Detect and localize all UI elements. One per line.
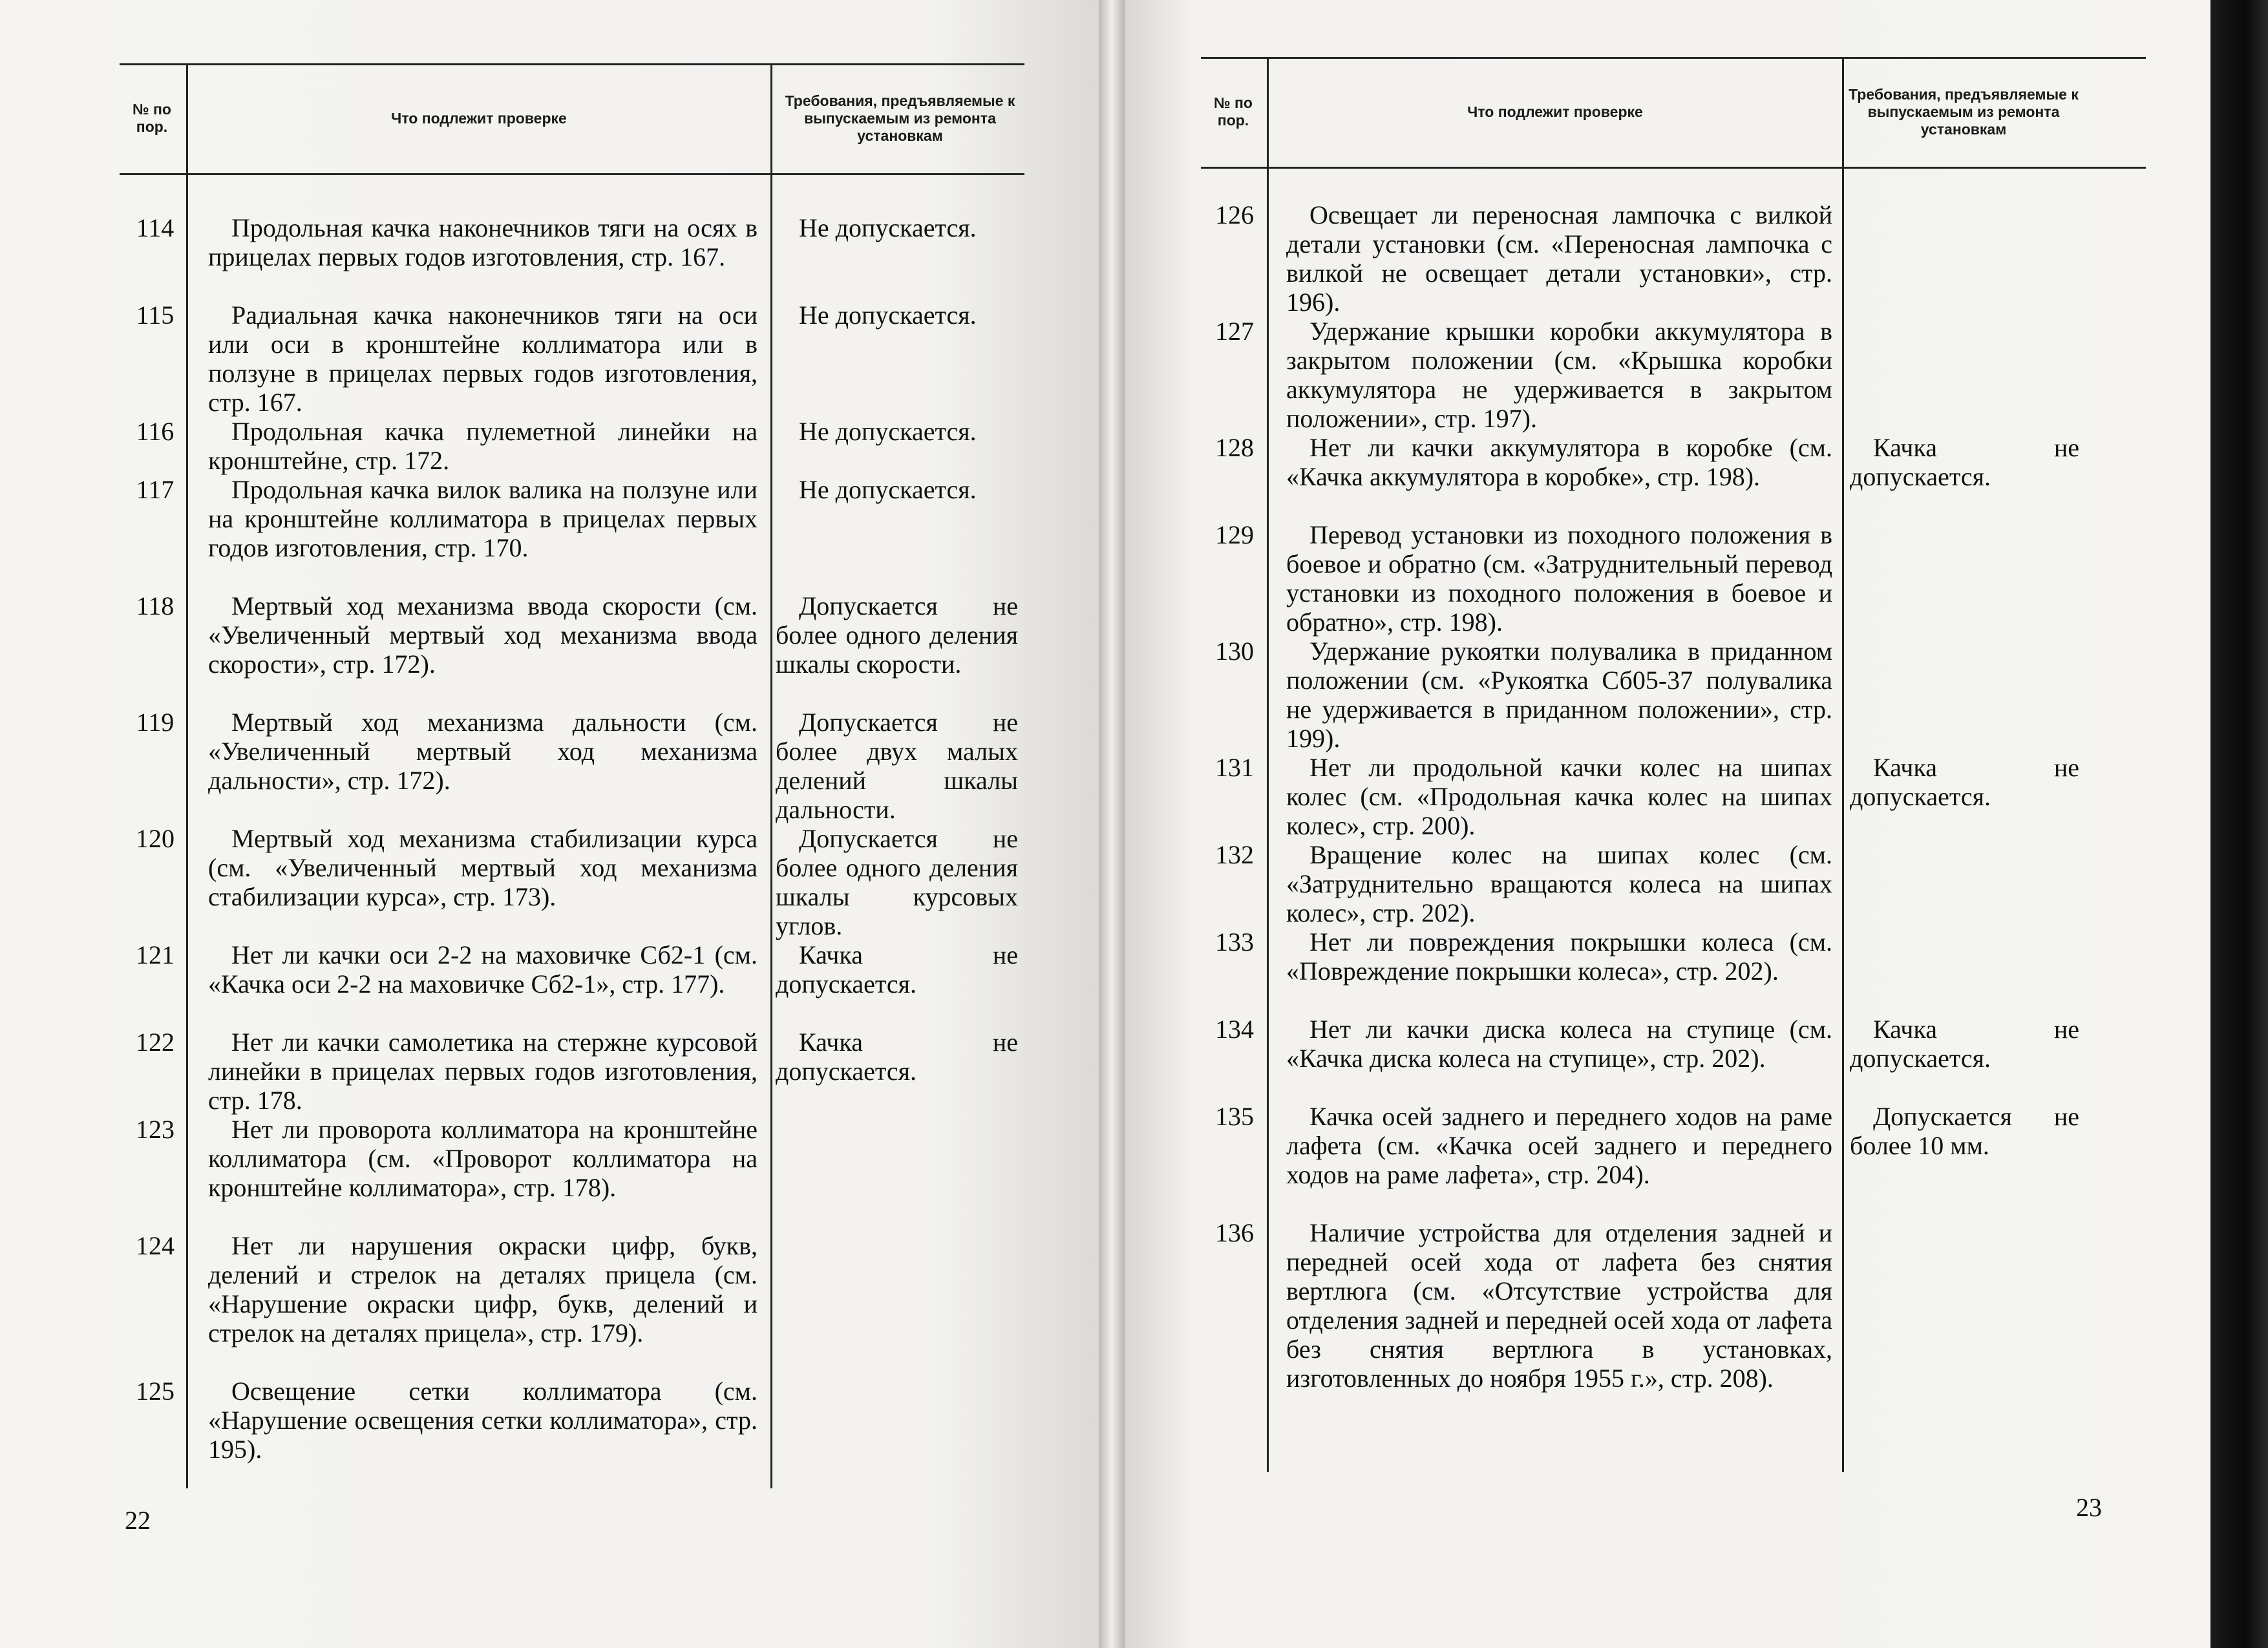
- row-text: Мертвый ход механизма ввода скорости (см. «Увеличенный мертвый ход механизма ввода скорости», стр. 172).: [208, 591, 758, 679]
- row-number: 125: [136, 1377, 175, 1406]
- row-text: Нет ли проворота коллиматора на кронштейне коллиматора (см. «Проворот коллиматора на кронштейне коллиматора», стр. 178).: [208, 1115, 758, 1202]
- header-what-cell: Что подлежит проверке: [391, 109, 567, 127]
- row-number: 122: [136, 1028, 175, 1057]
- row-text: Освещает ли переносная лампочка с вилкой детали установки (см. «Переносная лампочка с вилкой не освещает детали установки», стр. 196).: [1286, 200, 1832, 317]
- row-number: 127: [1215, 317, 1254, 346]
- row-text: Удержание крышки коробки аккумулятора в закрытом положении (см. «Крышка коробки аккумулятора не удерживается в закрытом положении», стр. 197).: [1286, 317, 1832, 433]
- row-text: Продольная качка пулеметной линейки на кронштейне, стр. 172.: [208, 417, 758, 475]
- row-number: 136: [1215, 1218, 1254, 1247]
- row-number: 114: [136, 213, 175, 242]
- header-num-cell: № по пор.: [1214, 94, 1253, 129]
- row-number: 119: [136, 708, 175, 737]
- row-text: Мертвый ход механизма дальности (см. «Увеличенный мертвый ход механизма дальности», стр. 172).: [208, 708, 758, 795]
- row-text: Наличие устройства для отделения задней и передней осей хода от лафета без снятия вертлюга (см. «Отсутствие устройства для отделения задней и передней осей хода от лафета без снятия вертлюга в установках, изготовленных до ноября 1955 г.», стр. 208).: [1286, 1218, 1832, 1393]
- book-gutter: [1099, 0, 1125, 1648]
- row-requirement: Качка не допускается.: [776, 940, 1018, 998]
- row-number: 124: [136, 1231, 175, 1260]
- header-req-cell: Требования, предъявляемые к выпускаемым из ремонта установкам: [785, 92, 1015, 144]
- row-number: 115: [136, 301, 175, 330]
- row-text: Продольная качка вилок валика на ползуне или на кронштейне коллиматора в прицелах первых годов изготовления, стр. 170.: [208, 475, 758, 562]
- column-divider: [1842, 57, 1844, 1472]
- row-text: Перевод установки из походного положения в боевое и обратно (см. «Затруднительный перевод установки из походного положения в боевое и обратно», стр. 198).: [1286, 520, 1832, 637]
- row-number: 132: [1215, 840, 1254, 869]
- column-divider: [186, 63, 188, 1488]
- row-text: Нет ли нарушения окраски цифр, букв, делений и стрелок на деталях прицела (см. «Нарушение окраски цифр, букв, делений и стрелок на деталях прицела», стр. 179).: [208, 1231, 758, 1347]
- row-text: Нет ли повреждения покрышки колеса (см. «Повреждение покрышки колеса», стр. 202).: [1286, 927, 1832, 986]
- row-requirement: Качка не допускается.: [1850, 753, 2079, 811]
- row-requirement: Качка не допускается.: [1850, 433, 2079, 491]
- row-requirement: Не допускается.: [799, 301, 977, 330]
- row-text: Нет ли качки самолетика на стержне курсовой линейки в прицелах первых годов изготовления, стр. 178.: [208, 1028, 758, 1115]
- row-text: Нет ли качки диска колеса на ступице (см. «Качка диска колеса на ступице», стр. 202).: [1286, 1015, 1832, 1073]
- row-text: Освещение сетки коллиматора (см. «Нарушение освещения сетки коллиматора», стр. 195).: [208, 1377, 758, 1464]
- row-number: 129: [1215, 520, 1254, 549]
- row-text: Удержание рукоятки полувалика в приданном положении (см. «Рукоятка Сб05-37 полувалика не удерживается в приданном положении», стр. 199).: [1286, 637, 1832, 753]
- header-top-rule: [1201, 57, 2146, 59]
- row-text: Продольная качка наконечников тяги на осях в прицелах первых годов изготовления, стр. 167.: [208, 213, 758, 271]
- row-requirement: Не допускается.: [799, 213, 977, 242]
- page-number: 23: [2076, 1493, 2102, 1522]
- row-text: Нет ли качки аккумулятора в коробке (см. «Качка аккумулятора в коробке», стр. 198).: [1286, 433, 1832, 491]
- row-number: 123: [136, 1115, 175, 1144]
- row-text: Качка осей заднего и переднего ходов на раме лафета (см. «Качка осей заднего и переднего ходов на раме лафета», стр. 204).: [1286, 1102, 1832, 1189]
- header-num-cell: № по пор.: [132, 101, 171, 135]
- row-number: 121: [136, 940, 175, 969]
- header-what-cell: Что подлежит проверке: [1467, 103, 1643, 120]
- row-number: 128: [1215, 433, 1254, 462]
- row-requirement: Не допускается.: [799, 475, 977, 504]
- row-text: Нет ли продольной качки колес на шипах колес (см. «Продольная качка колес на шипах колес», стр. 200).: [1286, 753, 1832, 840]
- row-number: 135: [1215, 1102, 1254, 1131]
- row-requirement: Качка не допускается.: [776, 1028, 1018, 1086]
- page-number: 22: [125, 1506, 151, 1535]
- row-text: Вращение колес на шипах колес (см. «Затруднительно вращаются колеса на шипах колес», стр. 202).: [1286, 840, 1832, 927]
- row-text: Мертвый ход механизма стабилизации курса (см. «Увеличенный мертвый ход механизма стабилизации курса», стр. 173).: [208, 824, 758, 911]
- row-number: 118: [136, 591, 175, 620]
- row-requirement: Качка не допускается.: [1850, 1015, 2079, 1073]
- row-number: 117: [136, 475, 175, 504]
- row-number: 134: [1215, 1015, 1254, 1044]
- row-requirement: Допускается не более одного деления шкалы скорости.: [776, 591, 1018, 679]
- column-divider: [770, 63, 772, 1488]
- row-text: Радиальная качка наконечников тяги на оси или оси в кронштейне коллиматора или в ползуне в прицелах первых годов изготовления, стр. 167.: [208, 301, 758, 417]
- row-requirement: Допускается не более одного деления шкалы курсовых углов.: [776, 824, 1018, 940]
- row-number: 116: [136, 417, 175, 446]
- row-number: 126: [1215, 200, 1254, 229]
- row-number: 133: [1215, 927, 1254, 956]
- row-number: 131: [1215, 753, 1254, 782]
- header-bottom-rule: [120, 173, 1024, 175]
- right-page: [1125, 0, 2230, 1648]
- row-requirement: Допускается не более двух малых делений шкалы дальности.: [776, 708, 1018, 824]
- row-requirement: Допускается не более 10 мм.: [1850, 1102, 2079, 1160]
- row-text: Нет ли качки оси 2-2 на маховичке Сб2-1 (см. «Качка оси 2-2 на маховичке Сб2-1», стр. 177).: [208, 940, 758, 998]
- left-page: [0, 0, 1099, 1648]
- row-requirement: Не допускается.: [799, 417, 977, 446]
- book-edge-shadow: [2210, 0, 2268, 1648]
- header-bottom-rule: [1201, 167, 2146, 169]
- row-number: 130: [1215, 637, 1254, 666]
- header-req-cell: Требования, предъявляемые к выпускаемым из ремонта установкам: [1849, 85, 2079, 138]
- row-number: 120: [136, 824, 175, 853]
- header-top-rule: [120, 63, 1024, 65]
